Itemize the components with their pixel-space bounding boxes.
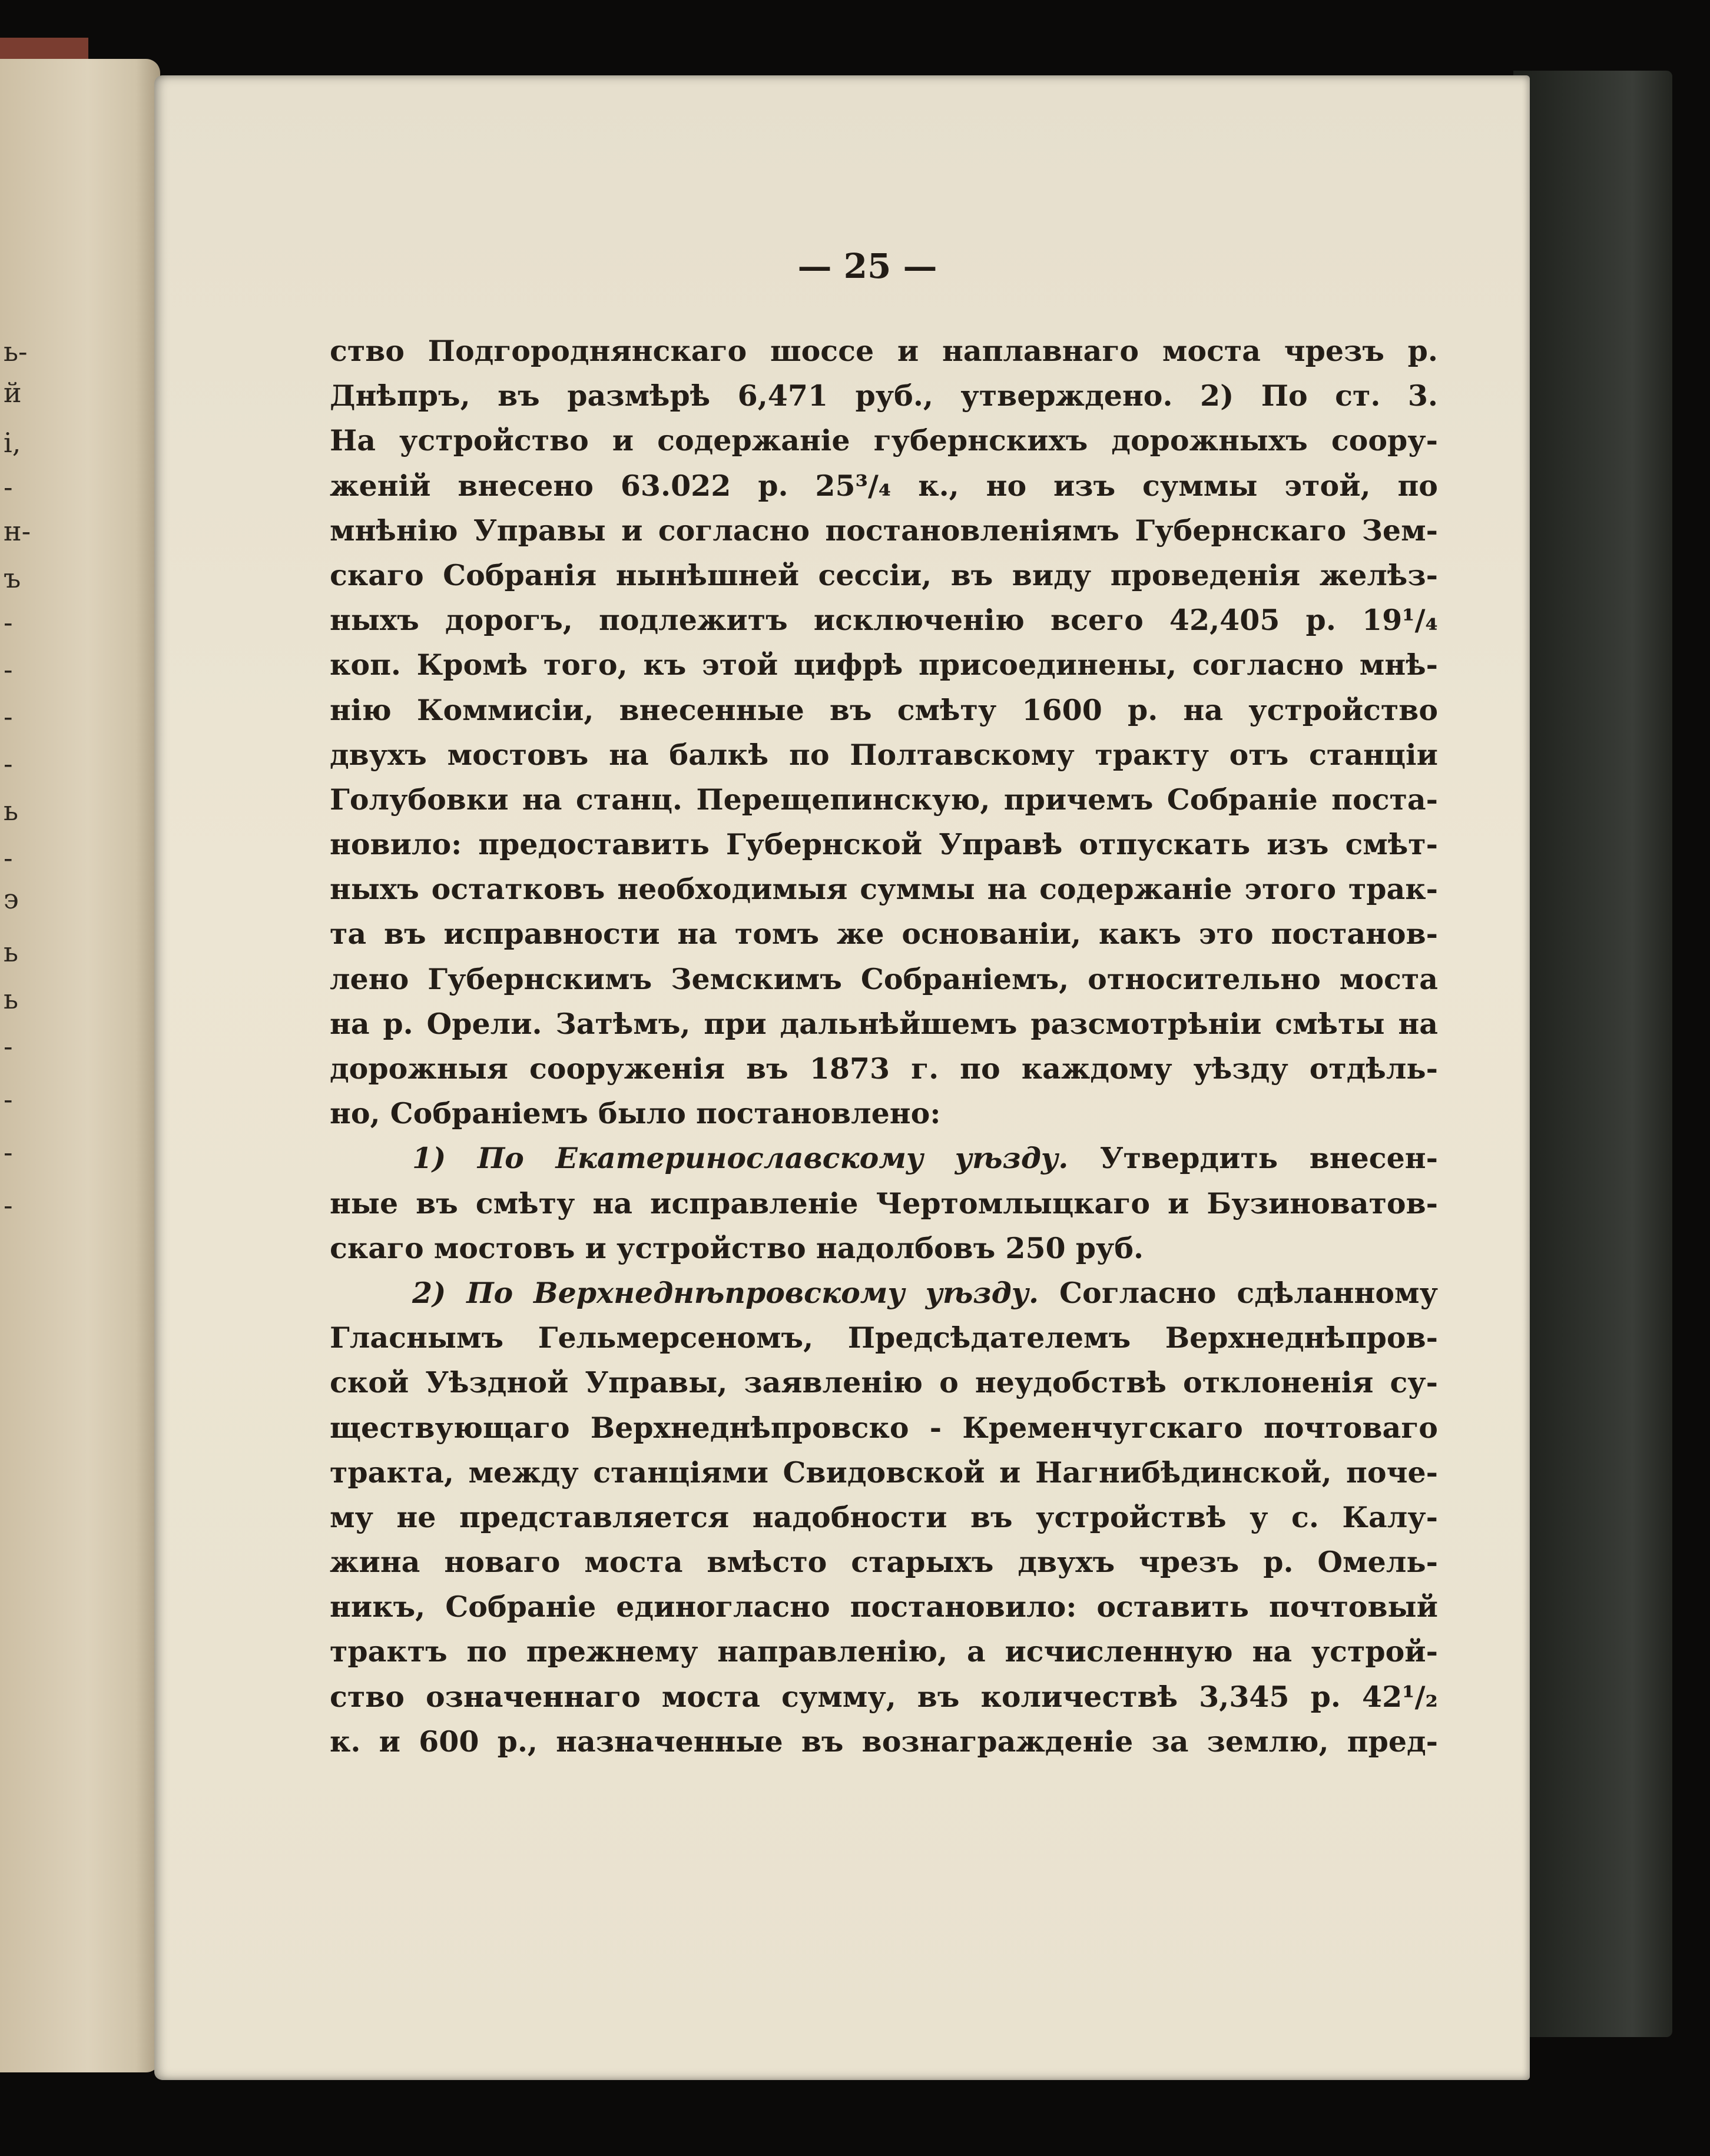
- margin-fragment: -: [4, 1030, 13, 1062]
- text-line: трактъ по прежнему направленію, а исчисленную на устрой-: [330, 1634, 1438, 1669]
- margin-fragment: ь-: [4, 336, 28, 367]
- margin-fragment: й: [4, 377, 22, 409]
- text-line: ныхъ дорогъ, подлежитъ исключенію всего 42,405 р. 19¹/₄: [330, 603, 1438, 638]
- margin-fragment: -: [4, 471, 13, 503]
- text-line: [330, 1271, 1438, 1315]
- body-text: [330, 329, 1438, 1764]
- text-line: Голубовки на станц. Перещепинскую, причемъ Собраніе поста-: [330, 782, 1438, 817]
- section-heading: 1) По Екатеринославскому уѣзду.: [412, 1141, 1069, 1176]
- text-line: жина новаго моста вмѣсто старыхъ двухъ чрезъ р. Омель-: [330, 1545, 1438, 1580]
- text-line: лено Губернскимъ Земскимъ Собраніемъ, относительно моста: [330, 961, 1438, 996]
- left-page-margin-text: [0, 59, 31, 2072]
- page-number: — 25 —: [797, 246, 937, 286]
- text-line: [330, 1136, 1438, 1180]
- text-line: скаго мостовъ и устройство надолбовъ 250 руб.: [330, 1230, 1144, 1265]
- section-verkhnedneprovsk: [330, 1271, 1438, 1764]
- left-page-edge: [0, 59, 160, 2072]
- main-paragraph: [330, 329, 1438, 1136]
- text-line: двухъ мостовъ на балкѣ по Полтавскому тракту отъ станціи: [330, 737, 1438, 772]
- text-line: нію Коммисіи, внесенные въ смѣту 1600 р. на устройство: [330, 692, 1438, 727]
- text-line: но, Собраніемъ было постановлено:: [330, 1096, 941, 1131]
- margin-fragment: ъ: [4, 562, 21, 594]
- margin-fragment: -: [4, 701, 13, 732]
- text-line: ство Подгороднянскаго шоссе и наплавнаго моста чрезъ р.: [330, 334, 1438, 368]
- text-line: коп. Кромѣ того, къ этой цифрѣ присоединены, согласно мнѣ-: [330, 648, 1438, 682]
- margin-fragment: ь: [4, 795, 19, 827]
- text-line: тракта, между станціями Свидовской и Нагнибѣдинской, поче-: [330, 1455, 1438, 1490]
- margin-fragment: -: [4, 1189, 13, 1221]
- margin-fragment: -: [4, 654, 13, 685]
- text-line: новило: предоставить Губернской Управѣ отпускать изъ смѣт-: [330, 827, 1438, 862]
- book-page: [154, 75, 1530, 2080]
- text-line: никъ, Собраніе единогласно постановило: оставить почтовый: [330, 1590, 1438, 1624]
- text-line: к. и 600 р., назначенные въ вознагражденіе за землю, пред-: [330, 1724, 1438, 1759]
- text-line: ство означеннаго моста сумму, въ количествѣ 3,345 р. 42¹/₂: [330, 1679, 1438, 1714]
- margin-fragment: -: [4, 606, 13, 638]
- margin-fragment: -: [4, 748, 13, 780]
- text-line: мнѣнію Управы и согласно постановленіямъ Губернскаго Зем-: [330, 513, 1438, 548]
- text-line: ныхъ остатковъ необходимыя суммы на содержаніе этого трак-: [330, 872, 1438, 907]
- text-line: ществующаго Верхнеднѣпровско - Кременчугскаго почтоваго: [330, 1410, 1438, 1445]
- margin-fragment: -: [4, 1136, 13, 1168]
- text-line: дорожныя сооруженія въ 1873 г. по каждому уѣзду отдѣль-: [330, 1052, 1438, 1086]
- text-line: Гласнымъ Гельмерсеномъ, Предсѣдателемъ Верхнеднѣпров-: [330, 1321, 1438, 1355]
- text-line: Днѣпръ, въ размѣрѣ 6,471 руб., утверждено. 2) По ст. 3.: [330, 379, 1438, 413]
- margin-fragment: э: [4, 883, 19, 915]
- cover-edge: [0, 38, 88, 59]
- margin-fragment: -: [4, 1083, 13, 1115]
- margin-fragment: -: [4, 842, 13, 874]
- margin-fragment: ь: [4, 936, 19, 968]
- text-span: Утвердить внесен-: [1068, 1141, 1438, 1176]
- text-line: та въ исправности на томъ же основаніи, какъ это постанов-: [330, 917, 1438, 951]
- text-span: Согласно сдѣланному: [1039, 1275, 1438, 1310]
- text-line: женій внесено 63.022 р. 25³/₄ к., но изъ суммы этой, по: [330, 468, 1438, 503]
- text-line: на р. Орели. Затѣмъ, при дальнѣйшемъ разсмотрѣніи смѣты на: [330, 1006, 1438, 1041]
- book-binding: [1513, 71, 1672, 2037]
- margin-fragment: н-: [4, 515, 31, 547]
- section-ekaterinoslav: [330, 1136, 1438, 1271]
- margin-fragment: ь: [4, 983, 19, 1015]
- section-heading: 2) По Верхнеднѣпровскому уѣзду.: [412, 1275, 1039, 1310]
- text-line: му не представляется надобности въ устройствѣ у с. Калу-: [330, 1500, 1438, 1534]
- margin-fragment: і,: [4, 427, 21, 459]
- text-line: ные въ смѣту на исправленіе Чертомлыцкаго и Бузиноватов-: [330, 1186, 1438, 1220]
- text-line: скаго Собранія нынѣшней сессіи, въ виду проведенія желѣз-: [330, 558, 1438, 592]
- text-line: ской Уѣздной Управы, заявленію о неудобствѣ отклоненія су-: [330, 1365, 1438, 1400]
- text-line: На устройство и содержаніе губернскихъ дорожныхъ соору-: [330, 423, 1438, 458]
